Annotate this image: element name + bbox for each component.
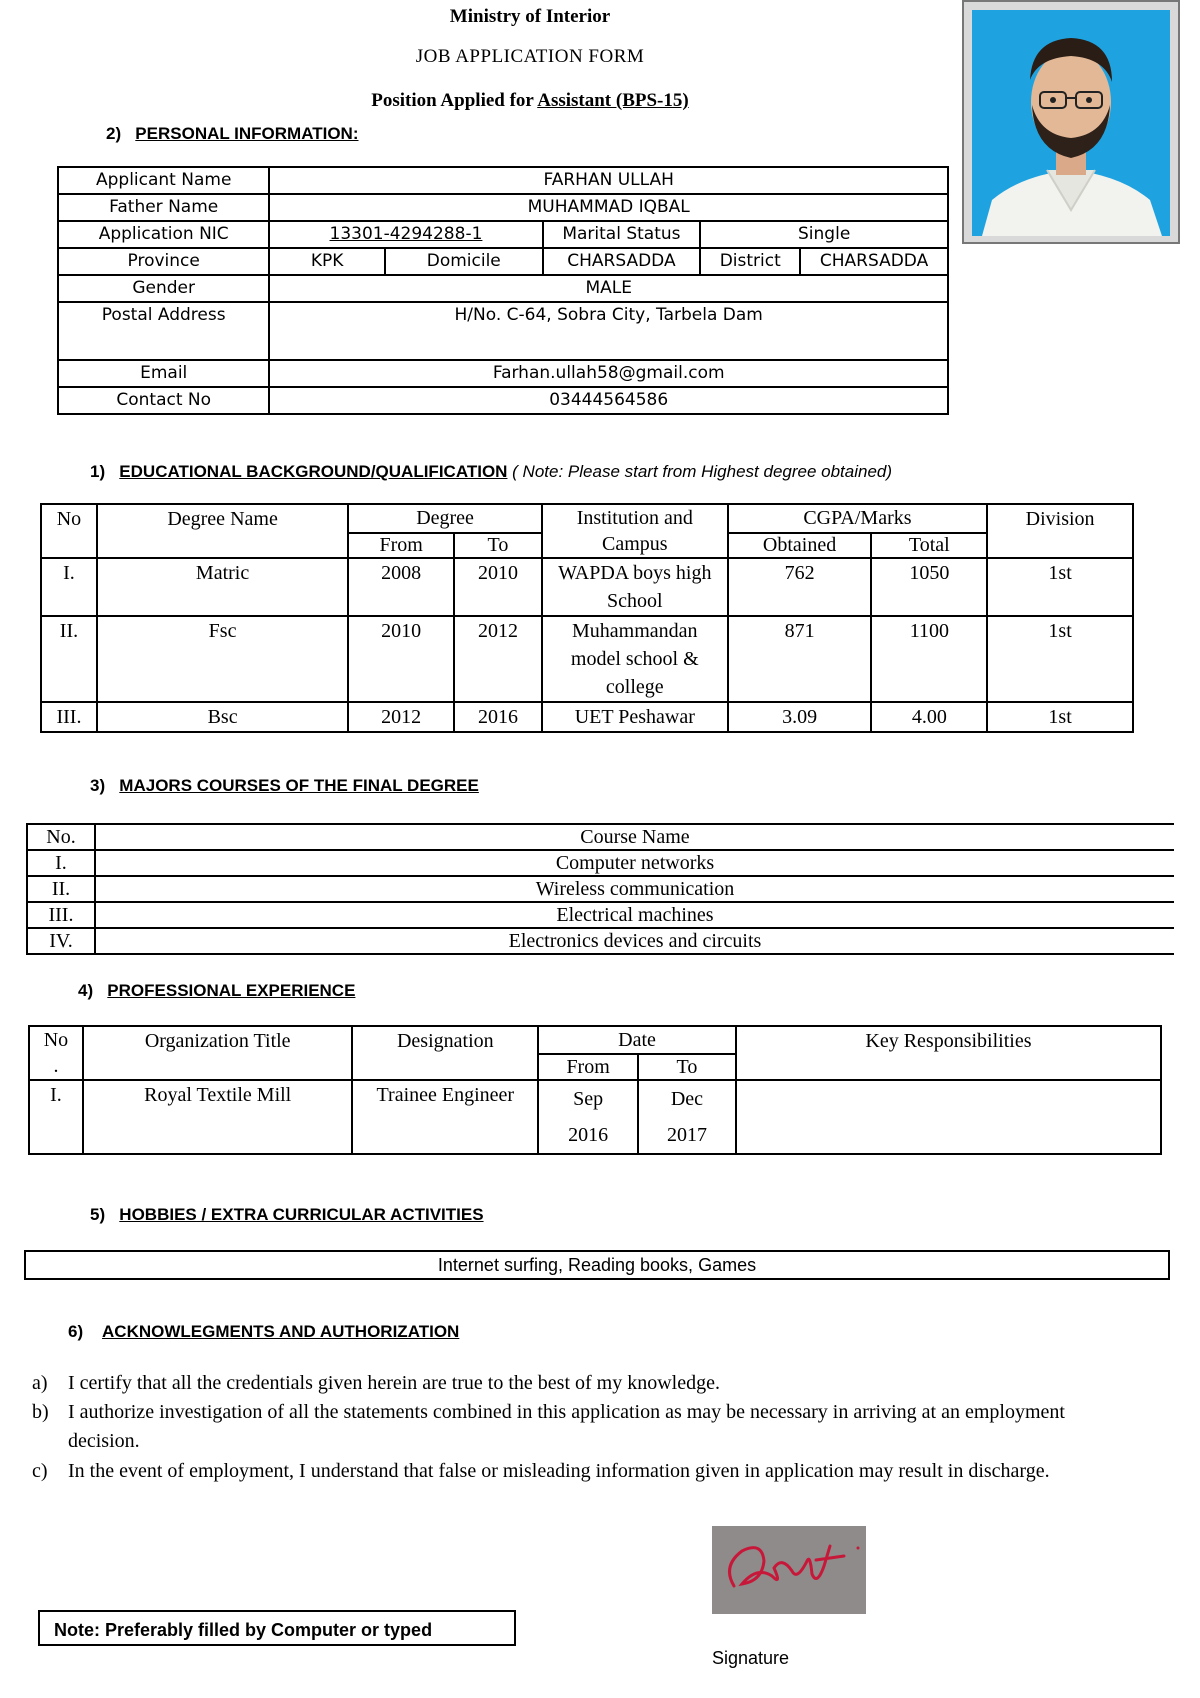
position-applied [0, 90, 1060, 112]
header-from: From [348, 533, 454, 558]
section-title: PERSONAL INFORMATION: [135, 124, 359, 143]
education-section-heading [90, 462, 892, 482]
header-organization: Organization Title [83, 1026, 353, 1080]
header-obtained: Obtained [728, 533, 872, 558]
signature-scribble [712, 1526, 866, 1614]
value-domicile: CHARSADDA [543, 248, 701, 275]
section-title: EDUCATIONAL BACKGROUND/QUALIFICATION [119, 462, 508, 481]
value-contact-no: 03444564586 [269, 387, 948, 414]
courses-section-heading [90, 776, 479, 796]
label-application-nic: Application NIC [58, 221, 269, 248]
section-number: 1) [90, 462, 106, 481]
header-institution: Institution and Campus [542, 504, 728, 558]
acknowledgement-item: b) I authorize investigation of all the statements combined in this application as may be necessary in arriving at an employment decision. [32, 1401, 1065, 1452]
label-applicant-name: Applicant Name [58, 167, 269, 194]
label-marital-status: Marital Status [543, 221, 701, 248]
value-gender: MALE [269, 275, 948, 302]
header-from: From [538, 1054, 638, 1080]
signature-label: Signature [712, 1648, 790, 1668]
header-division: Division [987, 504, 1133, 558]
value-application-nic: 13301-4294288-1 [269, 221, 542, 248]
header-degree: Degree [348, 504, 542, 533]
section-number: 6) [68, 1322, 84, 1341]
acknowledgement-item: c) In the event of employment, I understand that false or misleading information given in application may result in discharge. [32, 1460, 1050, 1482]
header-total: Total [871, 533, 987, 558]
value-father-name: MUHAMMAD IQBAL [269, 194, 948, 221]
header-cgpa: CGPA/Marks [728, 504, 988, 533]
label-district: District [700, 248, 800, 275]
label-postal-address: Postal Address [58, 302, 269, 360]
experience-section-heading [78, 981, 355, 1001]
value-province: KPK [269, 248, 385, 275]
signature-image [712, 1526, 866, 1614]
header-degree-name: Degree Name [97, 504, 348, 558]
table-row: I. Royal Textile Mill Trainee Engineer Sep 2016 Dec 2017 [29, 1080, 1161, 1154]
education-table [40, 503, 1134, 733]
header-responsibilities: Key Responsibilities [736, 1026, 1161, 1080]
header-course-name: Course Name [95, 824, 1174, 850]
header-no: No . [29, 1026, 83, 1080]
personal-info-table [57, 166, 949, 415]
education-note: ( Note: Please start from Highest degree obtained) [507, 462, 893, 481]
footer-note: Note: Preferably filled by Computer or typed [38, 1610, 516, 1646]
label-province: Province [58, 248, 269, 275]
section-number: 5) [90, 1205, 106, 1224]
section-number: 4) [78, 981, 94, 1000]
hobbies-box: Internet surfing, Reading books, Games [24, 1250, 1170, 1280]
table-row: III. Electrical machines [27, 902, 1174, 928]
form-title: JOB APPLICATION FORM [415, 46, 645, 67]
label-contact-no: Contact No [58, 387, 269, 414]
position-prefix: Position Applied for [371, 90, 538, 111]
section-title: PROFESSIONAL EXPERIENCE [107, 981, 356, 1000]
section-number: 2) [106, 124, 122, 143]
table-row: IV. Electronics devices and circuits [27, 928, 1174, 954]
label-gender: Gender [58, 275, 269, 302]
header-no: No [41, 504, 97, 558]
header-to: To [638, 1054, 736, 1080]
applicant-portrait [972, 10, 1170, 236]
header-date: Date [538, 1026, 736, 1054]
section-title: ACKNOWLEGMENTS AND AUTHORIZATION [102, 1322, 460, 1341]
table-row: II. Fsc 2010 2012 Muhammandan model school & college 871 1100 1st [41, 616, 1133, 702]
label-domicile: Domicile [385, 248, 543, 275]
header-to: To [454, 533, 542, 558]
table-row: II. Wireless communication [27, 876, 1174, 902]
value-postal-address: H/No. C-64, Sobra City, Tarbela Dam [269, 302, 948, 360]
courses-table [26, 823, 1174, 955]
hobbies-section-heading [90, 1205, 484, 1225]
header-designation: Designation [352, 1026, 538, 1080]
position-value: Assistant (BPS-15) [537, 90, 689, 111]
value-applicant-name: FARHAN ULLAH [269, 167, 948, 194]
acknowledgement-section-heading [68, 1322, 459, 1342]
table-row: III. Bsc 2012 2016 UET Peshawar 3.09 4.00 1st [41, 702, 1133, 732]
label-email: Email [58, 360, 269, 387]
section-title: MAJORS COURSES OF THE FINAL DEGREE [119, 776, 479, 795]
value-marital-status: Single [700, 221, 948, 248]
section-number: 3) [90, 776, 106, 795]
applicant-photo [962, 0, 1180, 244]
table-row: I. Computer networks [27, 850, 1174, 876]
experience-table [28, 1025, 1162, 1155]
label-father-name: Father Name [58, 194, 269, 221]
header-no: No. [27, 824, 95, 850]
ministry-title: Ministry of Interior [449, 6, 611, 27]
section-title: HOBBIES / EXTRA CURRICULAR ACTIVITIES [119, 1205, 484, 1224]
acknowledgement-item: a) I certify that all the credentials given herein are true to the best of my knowledge. [32, 1372, 720, 1394]
value-district: CHARSADDA [800, 248, 948, 275]
table-row: I. Matric 2008 2010 WAPDA boys high School 762 1050 1st [41, 558, 1133, 616]
personal-section-heading [106, 124, 359, 144]
value-email: Farhan.ullah58@gmail.com [269, 360, 948, 387]
